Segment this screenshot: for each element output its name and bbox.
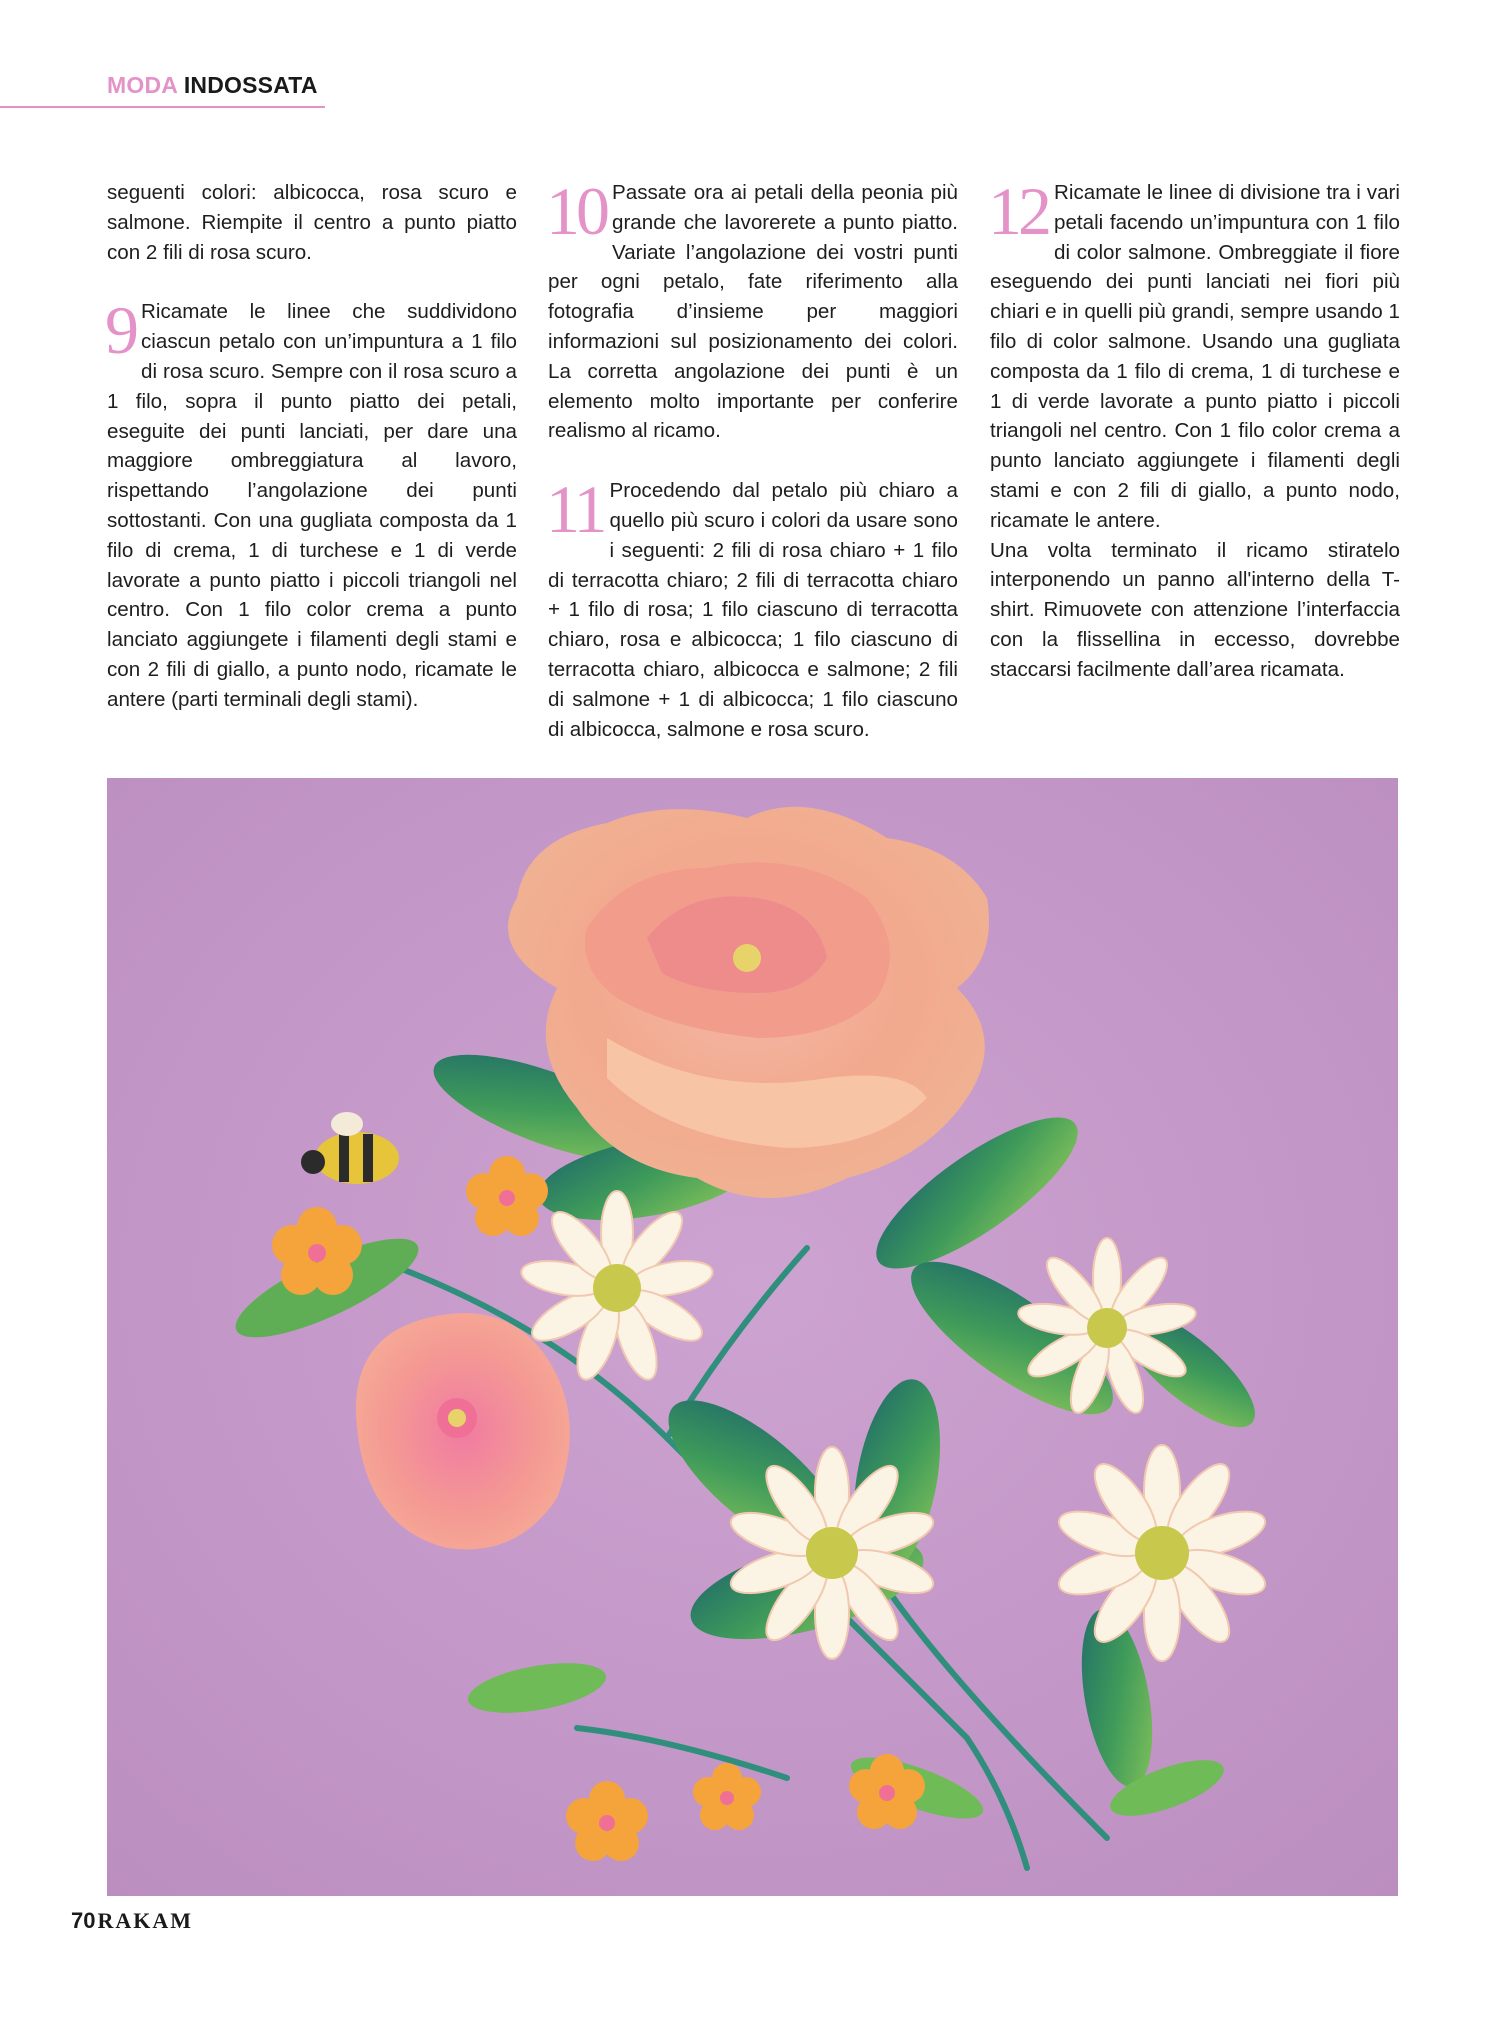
step-12-paragraph (988, 173, 1400, 536)
text-column-2 (546, 173, 958, 744)
step-9-text: Ricamate le linee che suddividono ciascun petalo con un’impuntura a 1 filo di rosa scuro. Sempre con il rosa scuro a 1 filo, sopra il punto piatto dei petali, eseguite dei punti lanciati, per dare una maggiore ombreggiatura al lavoro, rispettando l’angolazione dei punti sottostanti. Con una gugliata composta da 1 filo di crema, 1 di turchese e 1 di verde lavorate a punto piatto i piccoli triangoli nel centro. Con 1 filo color crema a punto lanciato aggiungete i filamenti degli stami e con 2 fili di giallo, a punto nodo, ricamate le antere (parti terminali degli stami). (107, 300, 517, 711)
closing-paragraph: Una volta terminato il ricamo stiratelo interponendo un panno all'interno della T-shirt. Rimuovete con attenzione l’interfaccia con la flissellina in eccesso, dovrebbe staccarsi facilmente dall’area ricamata. (990, 538, 1400, 681)
step-10-paragraph (546, 173, 958, 446)
step-10-number: 10 (546, 173, 606, 249)
intro-paragraph: seguenti colori: albicocca, rosa scuro e salmone. Riempite il centro a punto piatto con 2 fili di rosa scuro. (107, 181, 517, 264)
step-12-number: 12 (988, 173, 1048, 249)
section-label (107, 72, 318, 99)
page-number: 70 (71, 1908, 96, 1933)
page-footer (71, 1908, 193, 1934)
section-label-indossata: INDOSSATA (183, 72, 318, 98)
step-11-text: Procedendo dal petalo più chiaro a quello più scuro i colori da usare sono i seguenti: 2 fili di rosa chiaro + 1 filo di terracotta chiaro; 2 fili di terracotta chiaro + 1 filo di rosa; 1 filo ciascuno di terracotta chiaro, rosa e albicocca; 1 filo ciascuno di terracotta chiaro, albicocca e salmone; 2 fili di salmone + 1 di albicocca; 1 filo ciascuno di albicocca, salmone e rosa scuro. (548, 479, 958, 741)
step-12-text: Ricamate le linee di divisione tra i vari petali facendo un’impuntura con 1 filo di color salmone. Ombreggiate il fiore eseguendo dei punti lanciati nei fiori più chiari e in quelli più grandi, sempre usando 1 filo di color salmone. Usando una gugliata composta da 1 filo di crema, 1 di turchese e 1 di verde lavorate a punto piatto i piccoli triangoli nel centro. Con 1 filo color crema a punto lanciato aggiungete i filamenti degli stami e con 2 fili di giallo, a punto nodo, ricamate le antere. (990, 181, 1400, 532)
header-rule (0, 106, 325, 108)
step-9-number: 9 (105, 292, 135, 369)
step-11-paragraph (546, 471, 958, 744)
step-11-number: 11 (546, 471, 604, 548)
text-column-3 (988, 173, 1400, 685)
magazine-name: RAKAM (97, 1908, 194, 1933)
step-9-paragraph (105, 292, 517, 714)
step-10-text: Passate ora ai petali della peonia più grande che lavorerete a punto piatto. Variate l’angolazione dei vostri punti per ogni petalo, fate riferimento alla fotografia d’insieme per maggiori informazioni sul posizionamento dei colori. La corretta angolazione dei punti è un elemento molto importante per conferire realismo al ricamo. (548, 181, 958, 443)
text-column-1 (107, 178, 517, 715)
section-header (0, 72, 325, 112)
embroidery-photo (107, 778, 1398, 1896)
section-label-moda: MODA (107, 72, 178, 98)
